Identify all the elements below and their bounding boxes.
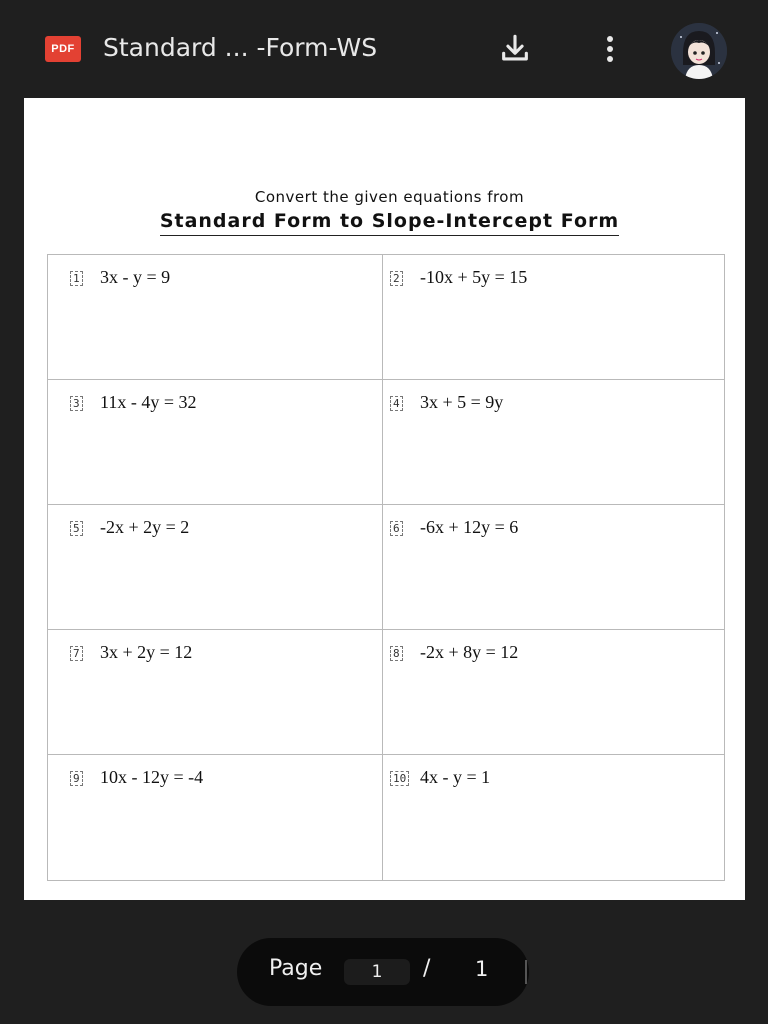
- worksheet-instruction: Convert the given equations from: [254, 188, 525, 206]
- problem-equation: 11x - 4y = 32: [100, 392, 197, 412]
- problem-equation: -2x + 8y = 12: [420, 642, 519, 662]
- problem-number: 5: [70, 521, 83, 536]
- pdf-page: [24, 98, 745, 900]
- problem-number: 6: [390, 521, 403, 536]
- account-avatar[interactable]: [671, 23, 727, 79]
- download-button[interactable]: [495, 28, 535, 70]
- problem-grid: [47, 254, 725, 881]
- problem-cell-3: [48, 380, 383, 505]
- problem-number: 9: [70, 771, 83, 786]
- top-bar: [0, 0, 768, 98]
- problem-number: 1: [70, 271, 83, 286]
- download-icon: [498, 32, 532, 66]
- problem-cell-6: [383, 505, 724, 630]
- more-vert-icon: [603, 34, 617, 64]
- problem-cell-7: [48, 630, 383, 755]
- problem-cell-2: [383, 255, 724, 380]
- problem-number: 8: [390, 646, 403, 661]
- problem-equation: 3x + 5 = 9y: [420, 392, 504, 412]
- page-label: Page: [269, 956, 323, 981]
- problem-number: 3: [70, 396, 83, 411]
- problem-equation: -10x + 5y = 15: [420, 267, 528, 287]
- problem-cell-4: [383, 380, 724, 505]
- problem-number: 2: [390, 271, 403, 286]
- more-options-button[interactable]: [590, 28, 630, 70]
- worksheet-title-text: Standard Form to Slope-Intercept Form: [160, 210, 619, 236]
- problem-equation: -6x + 12y = 6: [420, 517, 519, 537]
- problem-cell-8: [383, 630, 724, 755]
- pdf-file-icon: PDF: [45, 36, 81, 62]
- page-separator: /: [423, 956, 431, 981]
- problem-equation: -2x + 2y = 2: [100, 517, 190, 537]
- problem-equation: 4x - y = 1: [420, 767, 491, 787]
- total-pages: 1: [475, 957, 489, 981]
- problem-number: 4: [390, 396, 403, 411]
- problem-cell-1: [48, 255, 383, 380]
- problem-cell-9: [48, 755, 383, 880]
- problem-number: 7: [70, 646, 83, 661]
- page-indicator: [237, 938, 529, 1006]
- problem-equation: 3x + 2y = 12: [100, 642, 193, 662]
- problem-cell-5: [48, 505, 383, 630]
- pager-divider: [525, 960, 527, 984]
- problem-cell-10: [383, 755, 724, 880]
- problem-equation: 3x - y = 9: [100, 267, 171, 287]
- problem-equation: 10x - 12y = -4: [100, 767, 204, 787]
- document-title: Standard ... -Form-WS: [103, 33, 378, 62]
- worksheet-title: [24, 210, 755, 236]
- problem-number: 10: [390, 771, 409, 786]
- current-page-input[interactable]: [344, 959, 410, 985]
- user-avatar-icon: [671, 23, 727, 79]
